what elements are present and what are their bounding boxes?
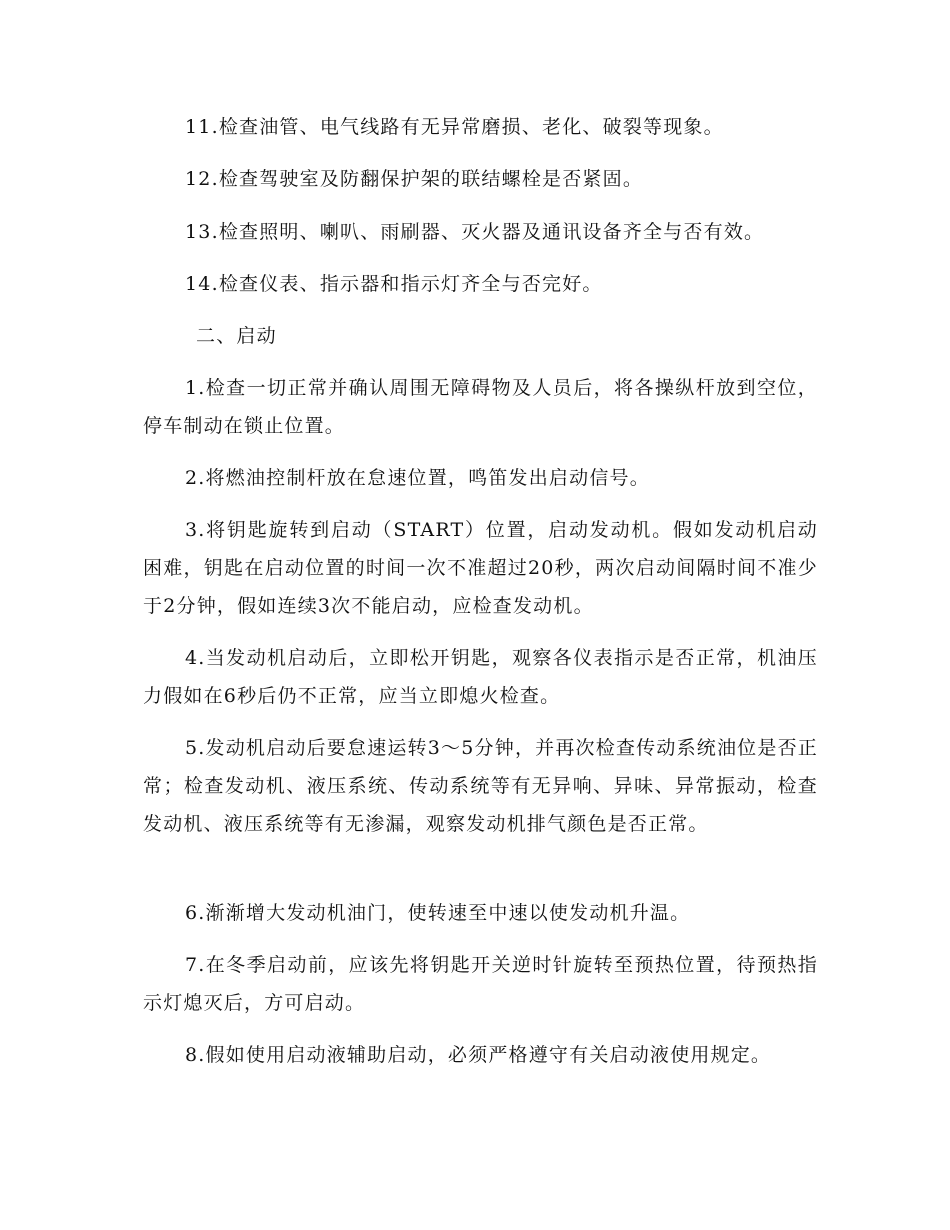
item-11: 11.检查油管、电气线路有无异常磨损、老化、破裂等现象。 xyxy=(185,116,724,138)
startup-step-4: 4.当发动机启动后，立即松开钥匙，观察各仪表指示是否正常，机油压力假如在6秒后仍不正常，应当立即熄火检查。 xyxy=(143,647,818,707)
item-13: 13.检查照明、喇叭、雨刷器、灭火器及通讯设备齐全与否有效。 xyxy=(185,221,765,243)
startup-step-3: 3.将钥匙旋转到启动（START）位置，启动发动机。假如发动机启动困难，钥匙在启动位置的时间一次不准超过20秒，两次启动间隔时间不准少于2分钟，假如连续3次不能启动，应检查发动机。 xyxy=(143,519,818,617)
startup-step-7: 7.在冬季启动前，应该先将钥匙开关逆时针旋转至预热位置，待预热指示灯熄灭后，方可启动。 xyxy=(143,954,818,1014)
startup-step-2: 2.将燃油控制杆放在怠速位置，鸣笛发出启动信号。 xyxy=(185,467,650,489)
startup-step-5: 5.发动机启动后要怠速运转3～5分钟，并再次检查传动系统油位是否正常；检查发动机、液压系统、传动系统等有无异响、异味、异常振动，检查发动机、液压系统等有无渗漏，观察发动机排气颜色是否正常。 xyxy=(143,737,818,835)
item-14: 14.检查仪表、指示器和指示灯齐全与否完好。 xyxy=(185,273,603,295)
startup-step-6: 6.渐渐增大发动机油门，使转速至中速以使发动机升温。 xyxy=(185,902,691,924)
startup-step-1: 1.检查一切正常并确认周围无障碍物及人员后，将各操纵杆放到空位，停车制动在锁止位置。 xyxy=(143,377,818,437)
section-heading-startup: 二、启动 xyxy=(196,325,277,347)
item-12: 12.检查驾驶室及防翻保护架的联结螺栓是否紧固。 xyxy=(185,168,644,190)
startup-step-8: 8.假如使用启动液辅助启动，必须严格遵守有关启动液使用规定。 xyxy=(185,1044,772,1066)
